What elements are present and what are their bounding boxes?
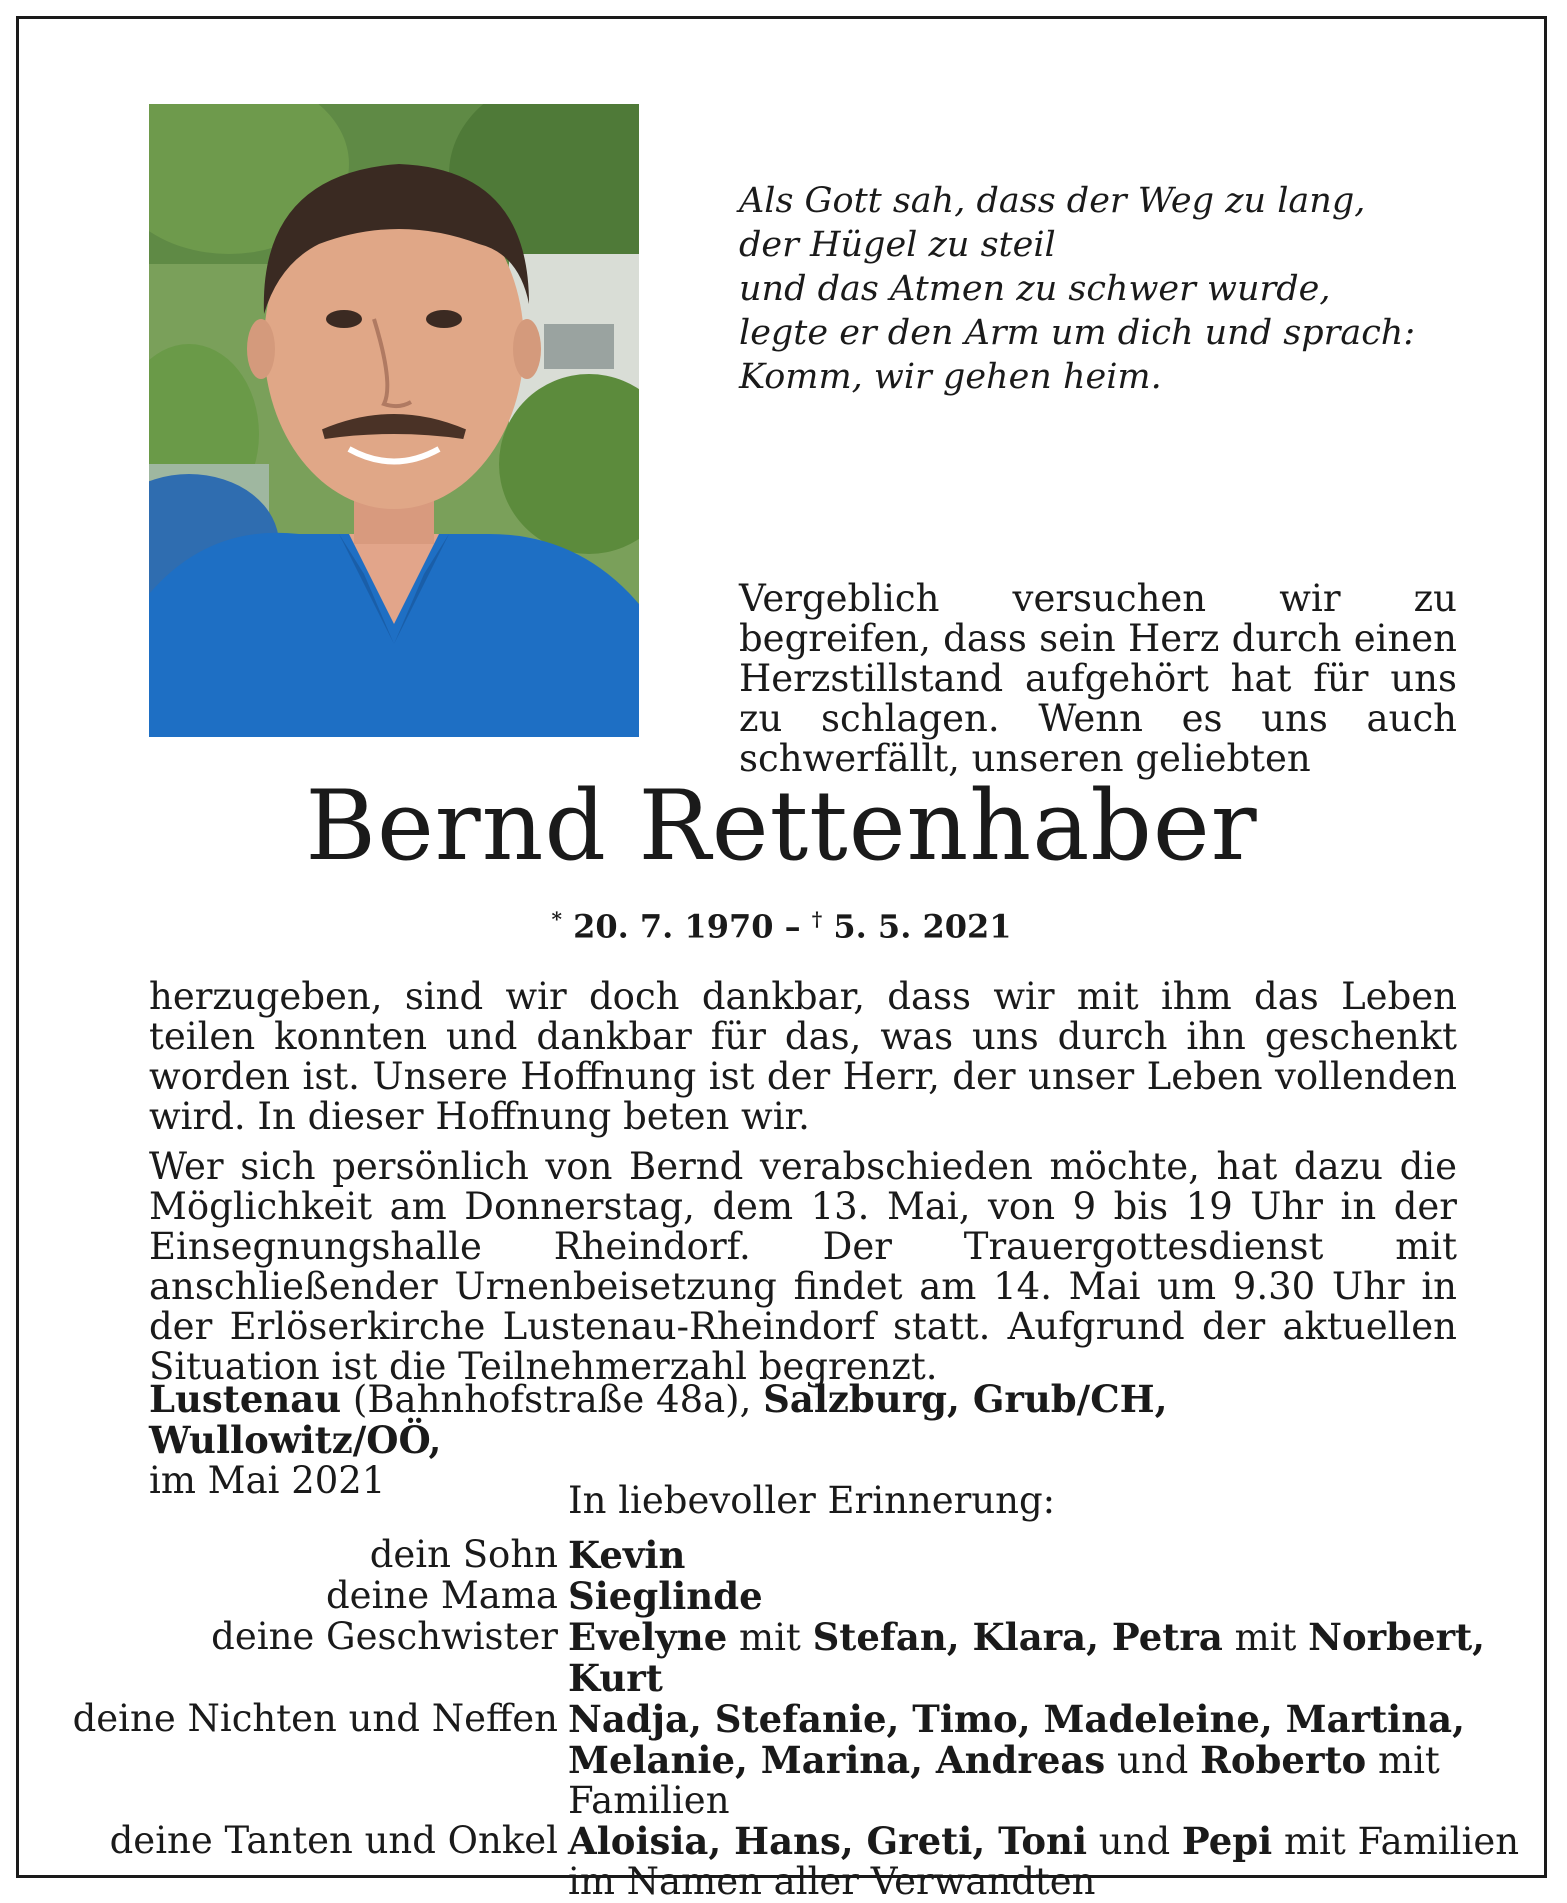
location-primary: Lustenau: [149, 1377, 342, 1421]
life-dates: [19, 899, 1544, 947]
relation-label: deine Tanten und Onkel: [109, 1819, 558, 1862]
poem-line: der Hügel zu steil: [739, 225, 1056, 265]
portrait-photo-graphic: [149, 104, 639, 737]
notice-date: im Mai 2021: [149, 1459, 386, 1502]
relation-label: deine Geschwister: [211, 1615, 558, 1658]
obituary-notice: [16, 16, 1547, 1903]
family-names: Norbert,: [1308, 1615, 1486, 1659]
family-connector: und: [1098, 1820, 1171, 1863]
birth-date: 20. 7. 1970 –: [573, 907, 801, 946]
family-names: Melanie, Marina, Andreas: [568, 1738, 1106, 1782]
family-connector: mit: [1234, 1616, 1297, 1659]
poem-line: Als Gott sah, dass der Weg zu lang,: [739, 181, 1366, 221]
intro-text: Vergeblich versuchen wir zu begreifen, dass sein Herz durch einen Herzstillstand aufgehört hat für uns zu schlagen. Wenn es uns auch schwerfällt, unseren geliebten: [739, 577, 1457, 780]
family-row-nieces: [19, 1699, 1550, 1821]
poem-line: Komm, wir gehen heim.: [739, 357, 1162, 397]
family-row-closing: [19, 1862, 1550, 1902]
poem: [739, 179, 1459, 399]
birth-symbol: *: [551, 907, 562, 931]
family-names: Evelyne: [568, 1615, 728, 1659]
family-names: Nadja, Stefanie, Timo, Madeleine, Martina,: [568, 1697, 1465, 1741]
family-names: Stefan, Klara, Petra: [812, 1615, 1223, 1659]
family-row-son: [19, 1535, 1550, 1576]
relation-label: deine Mama: [326, 1574, 558, 1617]
relation-label: dein Sohn: [369, 1533, 558, 1576]
family-names: Sieglinde: [568, 1574, 763, 1618]
family-connector: mit Familien: [568, 1739, 1440, 1822]
closing-line: im Namen aller Verwandten: [568, 1860, 1096, 1903]
relation-label: deine Nichten und Neffen: [72, 1697, 558, 1740]
location-address: (Bahnhofstraße 48a),: [352, 1378, 752, 1421]
memory-heading: In liebevoller Erinnerung:: [568, 1479, 1056, 1522]
body-paragraph-2: Wer sich persönlich von Bernd verabschieden möchte, hat dazu die Möglichkeit am Donnerstag, dem 13. Mai, von 9 bis 19 Uhr in der Einsegnungshalle Rheindorf. Der Trauergottesdienst mit anschließender Urnenbeisetzung findet am 14. Mai um 9.30 Uhr in der Erlöserkirche Lustenau-Rheindorf statt. Aufgrund der aktuellen Situation ist die Teilnehmerzahl begrenzt.: [149, 1145, 1457, 1388]
death-symbol: †: [811, 907, 823, 931]
poem-line: und das Atmen zu schwer wurde,: [739, 269, 1331, 309]
family-row-mother: [19, 1576, 1550, 1617]
family-connector: mit Familien: [1283, 1820, 1520, 1863]
family-names: Pepi: [1181, 1819, 1273, 1863]
family-names: Roberto: [1200, 1738, 1367, 1782]
family-names: Kevin: [568, 1533, 686, 1577]
family-names: Aloisia, Hans, Greti, Toni: [568, 1819, 1088, 1863]
deceased-name: Bernd Rettenhaber: [305, 770, 1258, 882]
location-others: Salzburg, Grub/CH, Wullowitz/OÖ,: [149, 1377, 1168, 1462]
family-list: [19, 1535, 1550, 1902]
death-date: 5. 5. 2021: [833, 907, 1012, 946]
family-connector: mit: [739, 1616, 801, 1659]
family-row-aunts: [19, 1821, 1550, 1862]
poem-line: legte er den Arm um dich und sprach:: [739, 313, 1416, 353]
body-paragraph-1: herzugeben, sind wir doch dankbar, dass wir mit ihm das Leben teilen konnten und dankbar für das, was uns durch ihn geschenkt worden ist. Unsere Hoffnung ist der Herr, der unser Leben vollenden wird. In dieser Hoffnung beten wir.: [149, 975, 1457, 1138]
family-names: Kurt: [568, 1656, 663, 1700]
family-row-siblings: [19, 1617, 1550, 1699]
family-connector: und: [1117, 1739, 1189, 1782]
portrait-photo: [149, 104, 639, 737]
